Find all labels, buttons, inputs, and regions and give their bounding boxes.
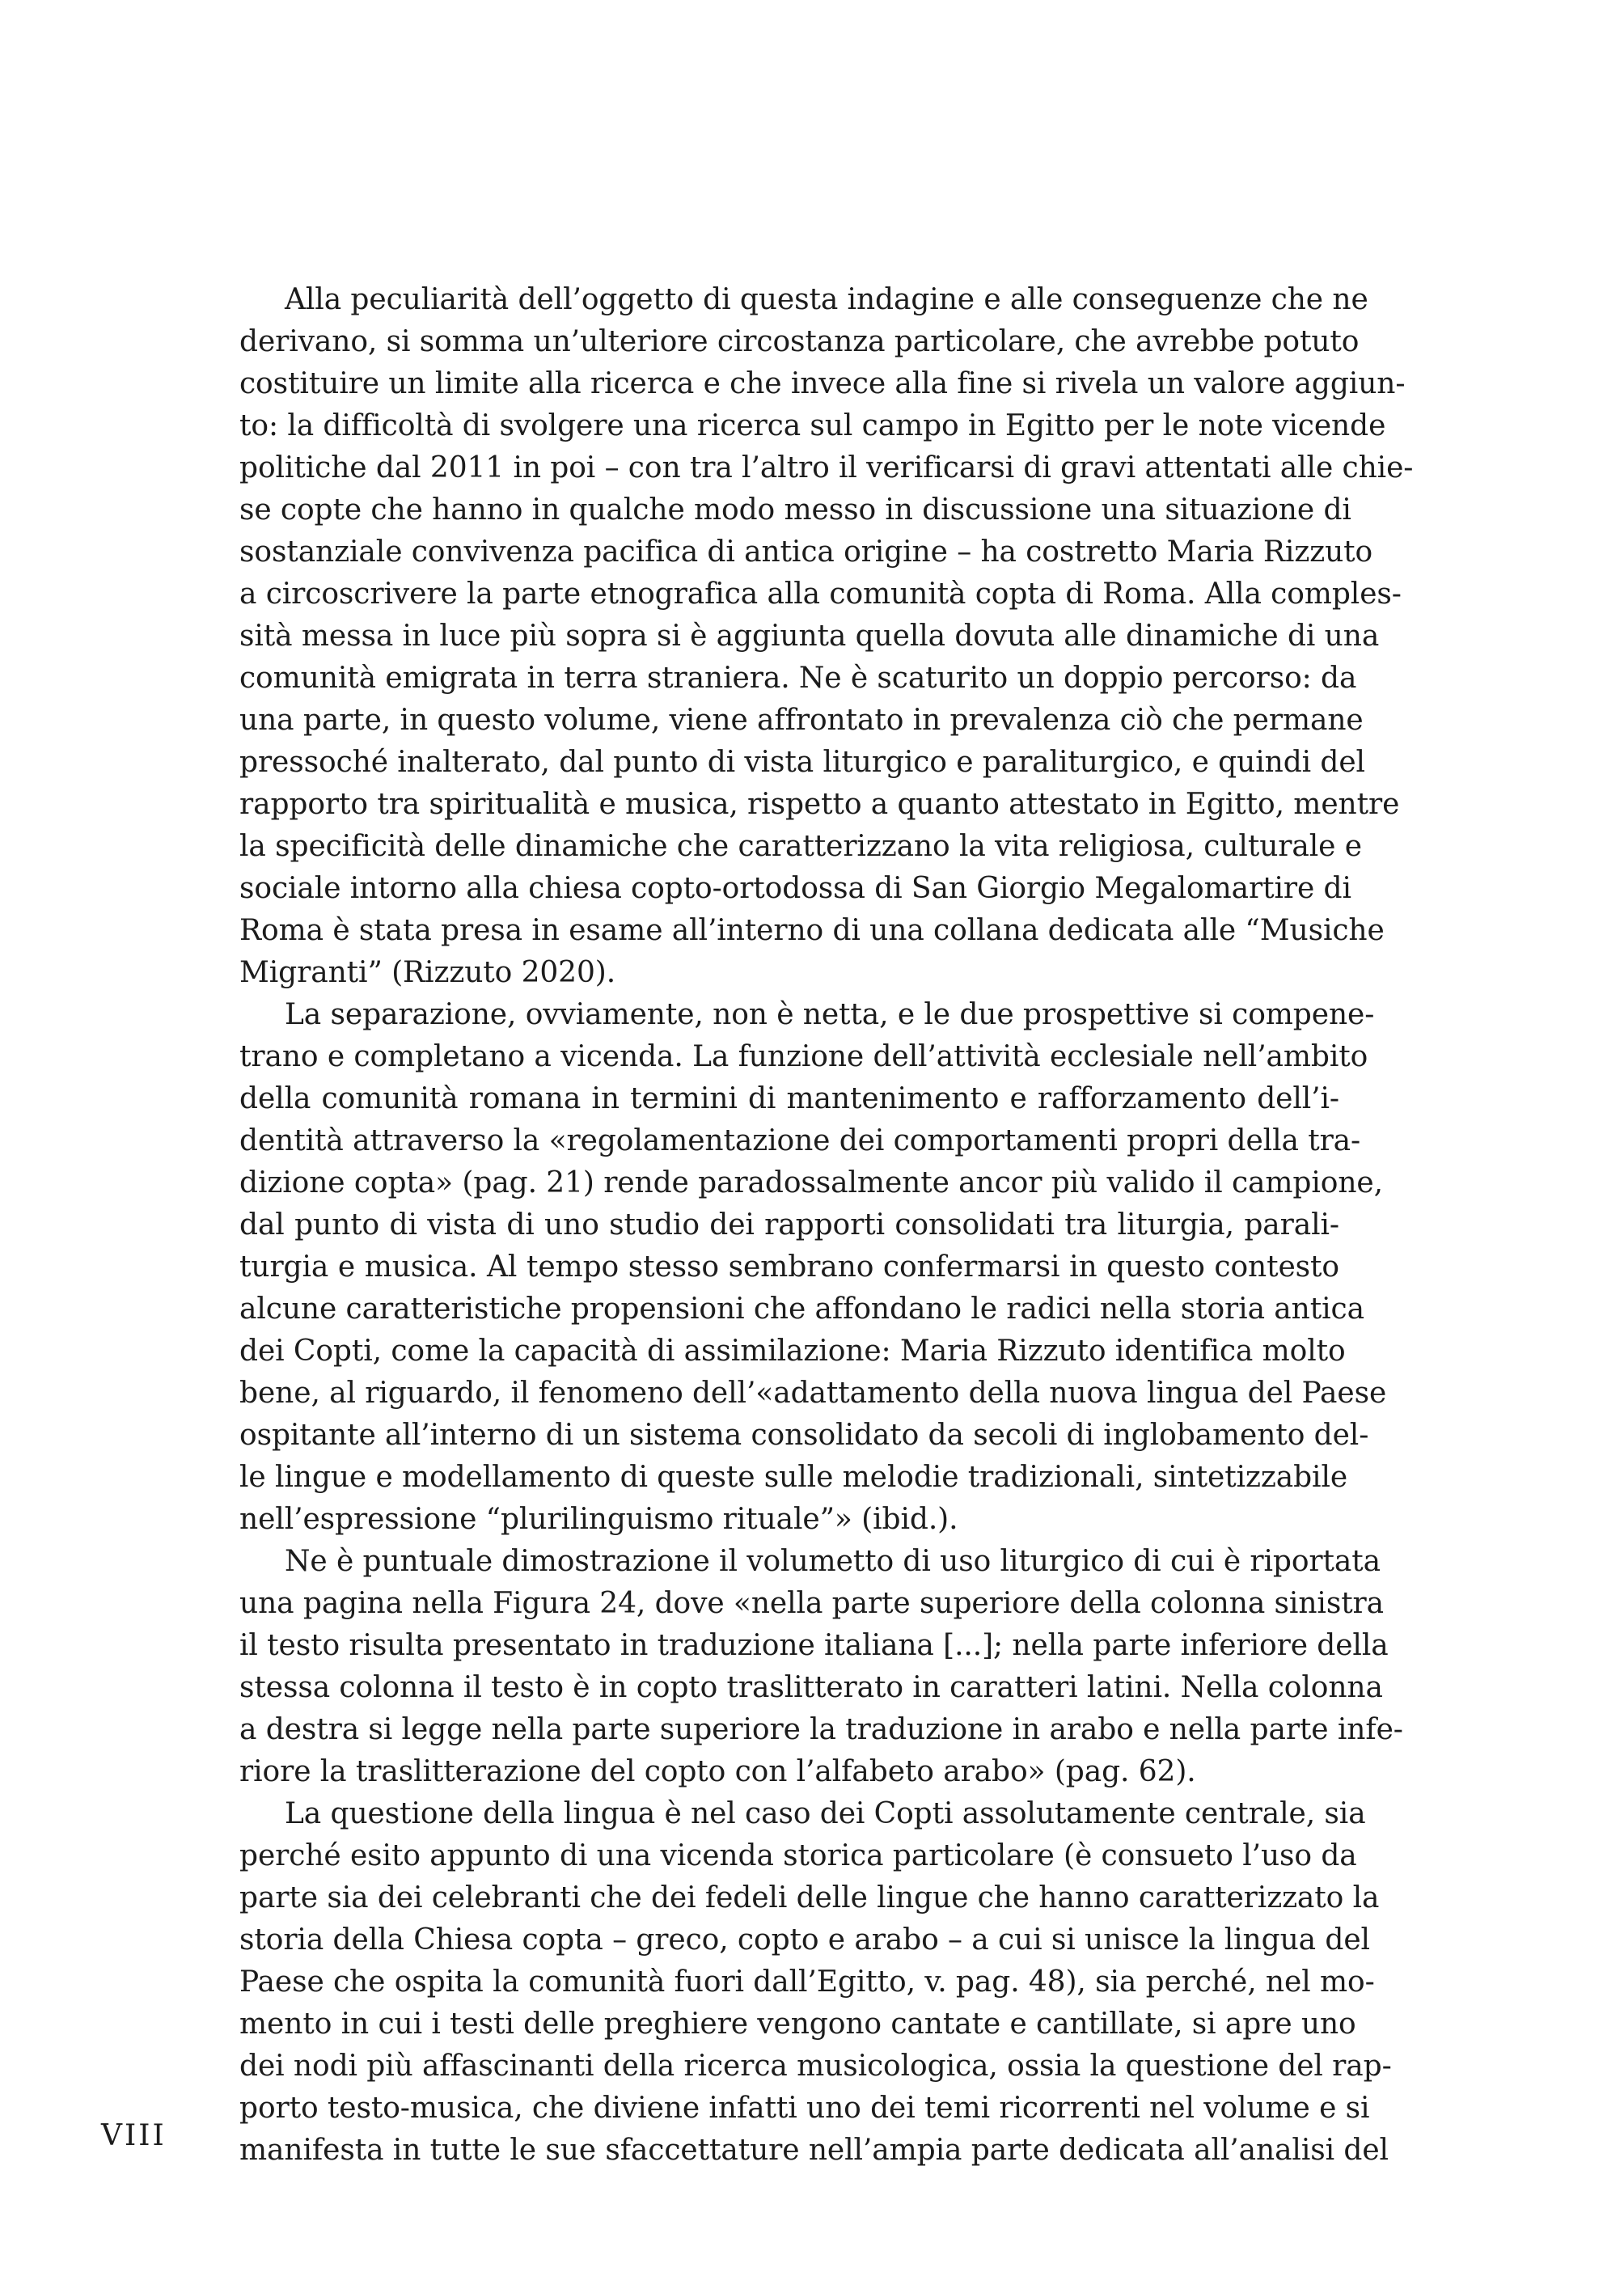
- text-line: La questione della lingua è nel caso dei Copti assolutamente centrale, sia: [285, 1797, 1366, 1830]
- text-line: rapporto tra spiritualità e musica, rispetto a quanto attestato in Egitto, mentre: [239, 788, 1400, 821]
- page-number: VIII: [101, 2119, 167, 2152]
- text-line: a destra si legge nella parte superiore la traduzione in arabo e nella parte infe-: [239, 1713, 1403, 1746]
- text-line: la specificità delle dinamiche che caratterizzano la vita religiosa, culturale e: [239, 830, 1362, 863]
- text-line: storia della Chiesa copta – greco, copto e arabo – a cui si unisce la lingua del: [239, 1923, 1370, 1957]
- text-line: stessa colonna il testo è in copto traslitterato in caratteri latini. Nella colonna: [239, 1671, 1383, 1704]
- text-line: Alla peculiarità dell’oggetto di questa indagine e alle conseguenze che ne: [285, 283, 1368, 316]
- text-line: se copte che hanno in qualche modo messo in discussione una situazione di: [239, 493, 1351, 527]
- text-line: Paese che ospita la comunità fuori dall’Egitto, v. pag. 48), sia perché, nel mo-: [239, 1965, 1375, 1999]
- text-line: Roma è stata presa in esame all’interno di una collana dedicata alle “Musiche: [239, 914, 1385, 947]
- text-line: perché esito appunto di una vicenda storica particolare (è consueto l’uso da: [239, 1839, 1357, 1872]
- text-line: parte sia dei celebranti che dei fedeli delle lingue che hanno caratterizzato la: [239, 1881, 1380, 1914]
- text-line: porto testo-musica, che diviene infatti uno dei temi ricorrenti nel volume e si: [239, 2092, 1370, 2125]
- text-line: derivano, si somma un’ulteriore circostanza particolare, che avrebbe potuto: [239, 325, 1360, 358]
- text-line: una parte, in questo volume, viene affrontato in prevalenza ciò che permane: [239, 704, 1364, 737]
- text-line: dentità attraverso la «regolamentazione dei comportamenti propri della tra-: [239, 1124, 1361, 1157]
- text-line: della comunità romana in termini di mantenimento e rafforzamento dell’i-: [239, 1082, 1339, 1115]
- text-line: dizione copta» (pag. 21) rende paradossalmente ancor più valido il campione,: [239, 1166, 1383, 1199]
- text-line: to: la difficoltà di svolgere una ricerca sul campo in Egitto per le note vicende: [239, 409, 1386, 442]
- text-line: politiche dal 2011 in poi – con tra l’altro il verificarsi di gravi attentati alle chie-: [239, 451, 1414, 484]
- paragraph: [239, 1793, 1392, 2172]
- text-line: bene, al riguardo, il fenomeno dell’«adattamento della nuova lingua del Paese: [239, 1377, 1387, 1410]
- text-line: comunità emigrata in terra straniera. Ne è scaturito un doppio percorso: da: [239, 662, 1357, 695]
- text-line: dei Copti, come la capacità di assimilazione: Maria Rizzuto identifica molto: [239, 1335, 1346, 1368]
- text-line: dei nodi più affascinanti della ricerca musicologica, ossia la questione del rap-: [239, 2050, 1392, 2083]
- text-line: mento in cui i testi delle preghiere vengono cantate e cantillate, si apre uno: [239, 2007, 1356, 2041]
- text-line: dal punto di vista di uno studio dei rapporti consolidati tra liturgia, parali-: [239, 1208, 1339, 1242]
- text-line: La separazione, ovviamente, non è netta, e le due prospettive si compene-: [285, 998, 1375, 1031]
- text-line: pressoché inalterato, dal punto di vista liturgico e paraliturgico, e quindi del: [239, 746, 1365, 779]
- text-line: Ne è puntuale dimostrazione il volumetto di uso liturgico di cui è riportata: [285, 1545, 1381, 1578]
- text-line: le lingue e modellamento di queste sulle melodie tradizionali, sintetizzabile: [239, 1461, 1348, 1494]
- text-line: costituire un limite alla ricerca e che invece alla fine si rivela un valore aggiun-: [239, 367, 1406, 400]
- text-line: alcune caratteristiche propensioni che affondano le radici nella storia antica: [239, 1292, 1364, 1326]
- text-line: sità messa in luce più sopra si è aggiunta quella dovuta alle dinamiche di una: [239, 620, 1380, 653]
- text-line: ospitante all’interno di un sistema consolidato da secoli di inglobamento del-: [239, 1419, 1369, 1452]
- text-line: manifesta in tutte le sue sfaccettature nell’ampia parte dedicata all’analisi del: [239, 2134, 1389, 2167]
- text-line: sostanziale convivenza pacifica di antica origine – ha costretto Maria Rizzuto: [239, 535, 1373, 569]
- text-line: nell’espressione “plurilinguismo rituale”» (ibid.).: [239, 1503, 958, 1536]
- text-line: Migranti” (Rizzuto 2020).: [239, 956, 616, 989]
- text-line: riore la traslitterazione del copto con l’alfabeto arabo» (pag. 62).: [239, 1755, 1196, 1788]
- body-text: [239, 279, 1414, 2172]
- paragraph: [239, 1541, 1403, 1793]
- text-line: trano e completano a vicenda. La funzione dell’attività ecclesiale nell’ambito: [239, 1040, 1368, 1073]
- paragraph: [239, 994, 1387, 1541]
- text-line: a circoscrivere la parte etnografica alla comunità copta di Roma. Alla comples-: [239, 577, 1402, 611]
- text-line: sociale intorno alla chiesa copto-ortodossa di San Giorgio Megalomartire di: [239, 872, 1351, 905]
- text-line: una pagina nella Figura 24, dove «nella parte superiore della colonna sinistra: [239, 1587, 1385, 1620]
- text-line: turgia e musica. Al tempo stesso sembrano confermarsi in questo contesto: [239, 1250, 1339, 1284]
- text-line: il testo risulta presentato in traduzione italiana [...]; nella parte inferiore della: [239, 1629, 1389, 1662]
- paragraph: [239, 279, 1414, 994]
